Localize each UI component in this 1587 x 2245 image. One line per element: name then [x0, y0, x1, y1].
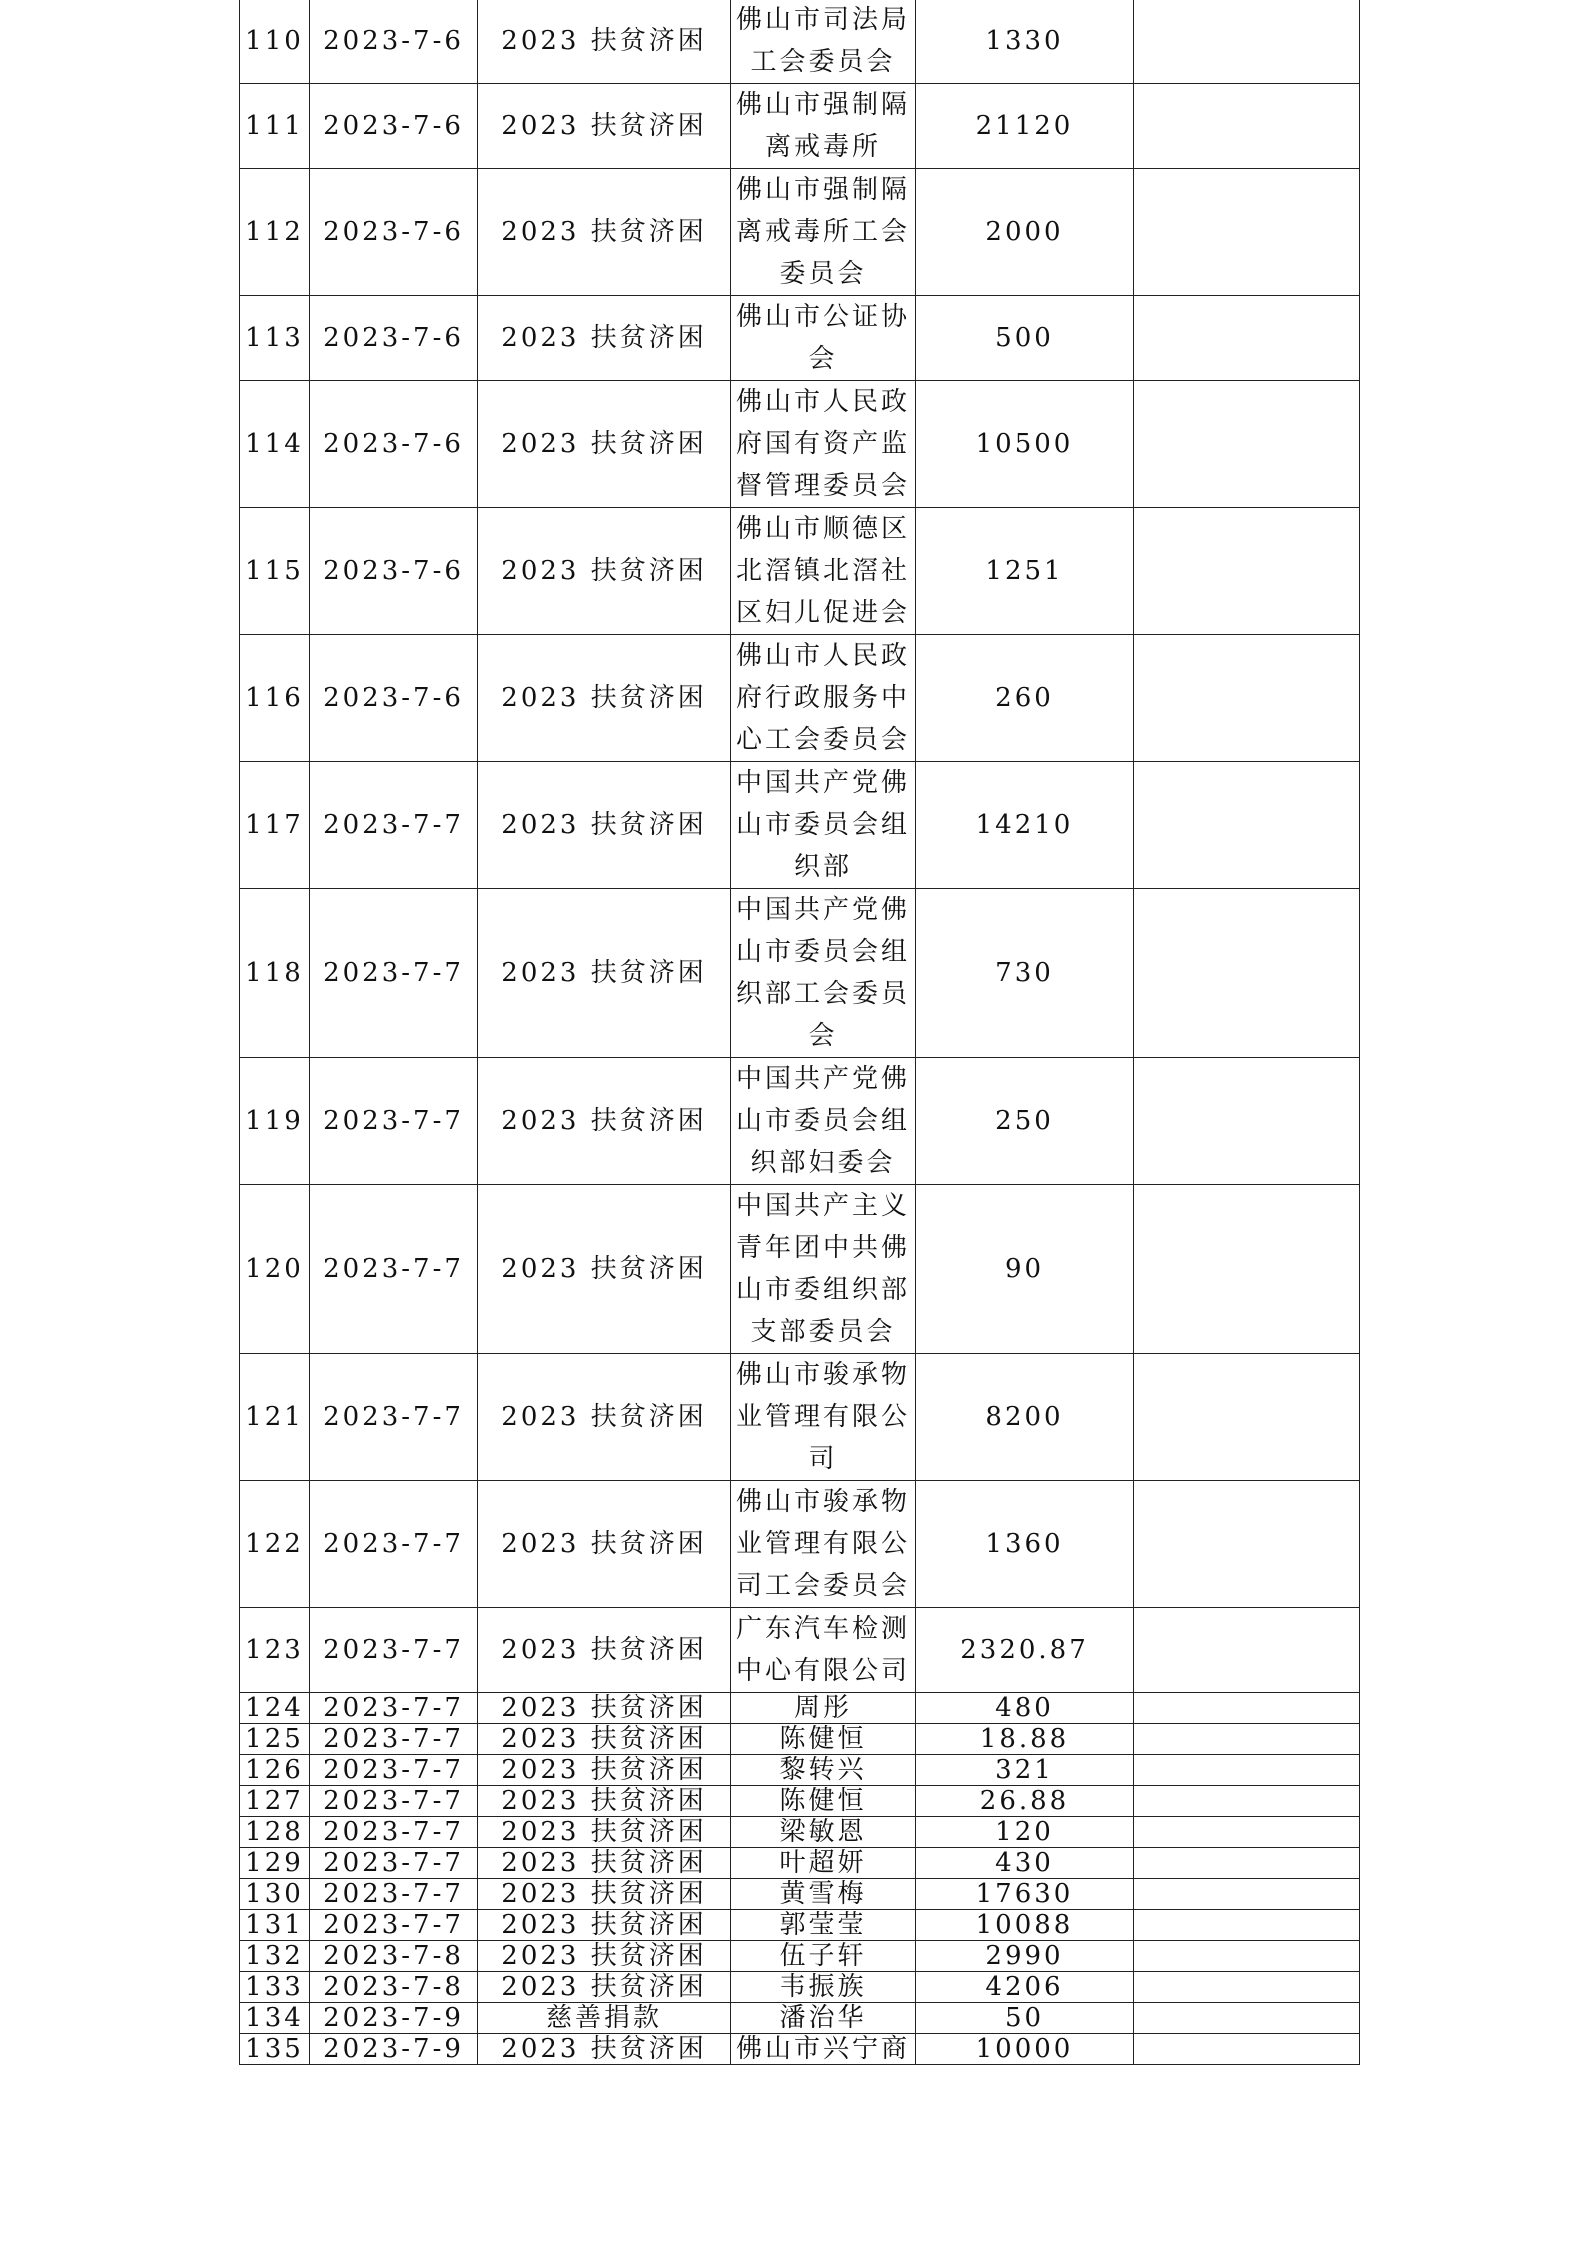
- row-amount: 90: [916, 1185, 1134, 1354]
- row-type: 2023 扶贫济困: [478, 1693, 731, 1724]
- row-date: 2023-7-9: [310, 2003, 478, 2034]
- donation-table: [239, 0, 1360, 2065]
- row-date: 2023-7-7: [310, 889, 478, 1058]
- table-row: [240, 1879, 1360, 1910]
- row-donor: 佛山市人民政府国有资产监督管理委员会: [731, 381, 916, 508]
- row-donor: 佛山市公证协会: [731, 296, 916, 381]
- table-row: [240, 2034, 1360, 2065]
- row-note: [1134, 1354, 1360, 1481]
- row-number: 131: [240, 1910, 310, 1941]
- row-number: 122: [240, 1481, 310, 1608]
- row-donor: 佛山市强制隔离戒毒所: [731, 84, 916, 169]
- row-type: 2023 扶贫济困: [478, 296, 731, 381]
- row-amount: 260: [916, 635, 1134, 762]
- row-note: [1134, 381, 1360, 508]
- row-date: 2023-7-7: [310, 1608, 478, 1693]
- row-amount: 480: [916, 1693, 1134, 1724]
- row-note: [1134, 1693, 1360, 1724]
- table-row: [240, 1481, 1360, 1608]
- row-note: [1134, 1817, 1360, 1848]
- row-amount: 2320.87: [916, 1608, 1134, 1693]
- row-donor: 叶超妍: [731, 1848, 916, 1879]
- row-number: 135: [240, 2034, 310, 2065]
- table-row: [240, 1354, 1360, 1481]
- row-amount: 430: [916, 1848, 1134, 1879]
- row-amount: 2000: [916, 169, 1134, 296]
- row-note: [1134, 84, 1360, 169]
- row-donor: 韦振族: [731, 1972, 916, 2003]
- row-donor: 黎转兴: [731, 1755, 916, 1786]
- row-date: 2023-7-7: [310, 1910, 478, 1941]
- row-date: 2023-7-7: [310, 1879, 478, 1910]
- row-note: [1134, 296, 1360, 381]
- row-date: 2023-7-7: [310, 1755, 478, 1786]
- row-date: 2023-7-7: [310, 1817, 478, 1848]
- row-note: [1134, 1879, 1360, 1910]
- row-note: [1134, 635, 1360, 762]
- row-amount: 21120: [916, 84, 1134, 169]
- row-donor: 中国共产主义青年团中共佛山市委组织部支部委员会: [731, 1185, 916, 1354]
- row-donor: 中国共产党佛山市委员会组织部妇委会: [731, 1058, 916, 1185]
- row-number: 111: [240, 84, 310, 169]
- row-type: 2023 扶贫济困: [478, 1786, 731, 1817]
- row-date: 2023-7-6: [310, 508, 478, 635]
- table-row: [240, 0, 1360, 84]
- row-number: 124: [240, 1693, 310, 1724]
- row-date: 2023-7-7: [310, 1693, 478, 1724]
- row-note: [1134, 1185, 1360, 1354]
- row-amount: 8200: [916, 1354, 1134, 1481]
- row-amount: 4206: [916, 1972, 1134, 2003]
- row-amount: 17630: [916, 1879, 1134, 1910]
- row-date: 2023-7-7: [310, 1185, 478, 1354]
- row-note: [1134, 1755, 1360, 1786]
- table-row: [240, 1693, 1360, 1724]
- row-type: 2023 扶贫济困: [478, 1354, 731, 1481]
- row-note: [1134, 1941, 1360, 1972]
- table-row: [240, 1185, 1360, 1354]
- row-donor: 佛山市兴宁商: [731, 2034, 916, 2065]
- row-number: 114: [240, 381, 310, 508]
- row-number: 121: [240, 1354, 310, 1481]
- row-number: 128: [240, 1817, 310, 1848]
- table-row: [240, 762, 1360, 889]
- row-type: 2023 扶贫济困: [478, 1058, 731, 1185]
- row-type: 2023 扶贫济困: [478, 508, 731, 635]
- row-donor: 广东汽车检测中心有限公司: [731, 1608, 916, 1693]
- row-type: 2023 扶贫济困: [478, 1185, 731, 1354]
- row-note: [1134, 1481, 1360, 1608]
- row-type: 2023 扶贫济困: [478, 762, 731, 889]
- row-number: 126: [240, 1755, 310, 1786]
- row-donor: 佛山市顺德区北滘镇北滘社区妇儿促进会: [731, 508, 916, 635]
- row-donor: 中国共产党佛山市委员会组织部: [731, 762, 916, 889]
- table-row: [240, 1786, 1360, 1817]
- row-number: 127: [240, 1786, 310, 1817]
- row-date: 2023-7-6: [310, 0, 478, 84]
- row-type: 2023 扶贫济困: [478, 169, 731, 296]
- row-number: 112: [240, 169, 310, 296]
- row-amount: 1360: [916, 1481, 1134, 1608]
- table-row: [240, 1755, 1360, 1786]
- row-date: 2023-7-6: [310, 296, 478, 381]
- row-donor: 伍子轩: [731, 1941, 916, 1972]
- table-row: [240, 1817, 1360, 1848]
- row-number: 120: [240, 1185, 310, 1354]
- row-type: 2023 扶贫济困: [478, 1608, 731, 1693]
- row-amount: 26.88: [916, 1786, 1134, 1817]
- row-type: 2023 扶贫济困: [478, 1879, 731, 1910]
- row-amount: 10000: [916, 2034, 1134, 2065]
- row-date: 2023-7-6: [310, 84, 478, 169]
- row-number: 110: [240, 0, 310, 84]
- row-donor: 佛山市骏承物业管理有限公司工会委员会: [731, 1481, 916, 1608]
- row-number: 133: [240, 1972, 310, 2003]
- row-date: 2023-7-6: [310, 635, 478, 762]
- row-donor: 梁敏恩: [731, 1817, 916, 1848]
- table-row: [240, 2003, 1360, 2034]
- row-note: [1134, 2034, 1360, 2065]
- row-note: [1134, 508, 1360, 635]
- row-date: 2023-7-6: [310, 169, 478, 296]
- row-note: [1134, 1724, 1360, 1755]
- row-amount: 10088: [916, 1910, 1134, 1941]
- row-date: 2023-7-6: [310, 381, 478, 508]
- row-note: [1134, 1058, 1360, 1185]
- row-note: [1134, 1848, 1360, 1879]
- row-note: [1134, 0, 1360, 84]
- row-number: 125: [240, 1724, 310, 1755]
- table-row: [240, 635, 1360, 762]
- row-note: [1134, 1786, 1360, 1817]
- row-donor: 佛山市人民政府行政服务中心工会委员会: [731, 635, 916, 762]
- row-number: 115: [240, 508, 310, 635]
- row-date: 2023-7-7: [310, 762, 478, 889]
- row-amount: 500: [916, 296, 1134, 381]
- table-row: [240, 296, 1360, 381]
- row-number: 116: [240, 635, 310, 762]
- row-number: 113: [240, 296, 310, 381]
- row-date: 2023-7-7: [310, 1354, 478, 1481]
- row-type: 2023 扶贫济困: [478, 1481, 731, 1608]
- row-number: 117: [240, 762, 310, 889]
- row-note: [1134, 169, 1360, 296]
- row-date: 2023-7-7: [310, 1058, 478, 1185]
- table-row: [240, 1972, 1360, 2003]
- row-number: 129: [240, 1848, 310, 1879]
- row-type: 2023 扶贫济困: [478, 1755, 731, 1786]
- row-amount: 50: [916, 2003, 1134, 2034]
- row-amount: 321: [916, 1755, 1134, 1786]
- table-row: [240, 1608, 1360, 1693]
- table-row: [240, 508, 1360, 635]
- row-number: 118: [240, 889, 310, 1058]
- row-date: 2023-7-7: [310, 1481, 478, 1608]
- row-amount: 10500: [916, 381, 1134, 508]
- row-donor: 陈健恒: [731, 1786, 916, 1817]
- row-number: 132: [240, 1941, 310, 1972]
- row-type: 2023 扶贫济困: [478, 889, 731, 1058]
- table-row: [240, 169, 1360, 296]
- row-amount: 1330: [916, 0, 1134, 84]
- row-amount: 120: [916, 1817, 1134, 1848]
- row-number: 134: [240, 2003, 310, 2034]
- row-type: 2023 扶贫济困: [478, 2034, 731, 2065]
- row-type: 2023 扶贫济困: [478, 1848, 731, 1879]
- row-amount: 1251: [916, 508, 1134, 635]
- row-note: [1134, 762, 1360, 889]
- donation-table-body: [240, 0, 1360, 2065]
- table-row: [240, 1910, 1360, 1941]
- row-note: [1134, 889, 1360, 1058]
- row-amount: 18.88: [916, 1724, 1134, 1755]
- row-number: 130: [240, 1879, 310, 1910]
- row-type: 2023 扶贫济困: [478, 1972, 731, 2003]
- row-note: [1134, 1972, 1360, 2003]
- row-note: [1134, 1608, 1360, 1693]
- row-donor: 郭莹莹: [731, 1910, 916, 1941]
- table-row: [240, 84, 1360, 169]
- row-type: 2023 扶贫济困: [478, 1724, 731, 1755]
- row-type: 2023 扶贫济困: [478, 635, 731, 762]
- row-amount: 14210: [916, 762, 1134, 889]
- row-type: 2023 扶贫济困: [478, 381, 731, 508]
- row-note: [1134, 2003, 1360, 2034]
- row-type: 2023 扶贫济困: [478, 1910, 731, 1941]
- row-donor: 佛山市强制隔离戒毒所工会委员会: [731, 169, 916, 296]
- table-row: [240, 1058, 1360, 1185]
- row-type: 2023 扶贫济困: [478, 1941, 731, 1972]
- table-row: [240, 1941, 1360, 1972]
- row-donor: 周彤: [731, 1693, 916, 1724]
- row-type: 2023 扶贫济困: [478, 84, 731, 169]
- row-date: 2023-7-7: [310, 1848, 478, 1879]
- row-number: 119: [240, 1058, 310, 1185]
- row-amount: 2990: [916, 1941, 1134, 1972]
- row-note: [1134, 1910, 1360, 1941]
- row-donor: 佛山市司法局工会委员会: [731, 0, 916, 84]
- row-type: 2023 扶贫济困: [478, 1817, 731, 1848]
- row-type: 慈善捐款: [478, 2003, 731, 2034]
- row-number: 123: [240, 1608, 310, 1693]
- row-date: 2023-7-8: [310, 1972, 478, 2003]
- row-type: 2023 扶贫济困: [478, 0, 731, 84]
- table-row: [240, 889, 1360, 1058]
- row-donor: 黄雪梅: [731, 1879, 916, 1910]
- row-donor: 潘治华: [731, 2003, 916, 2034]
- row-amount: 250: [916, 1058, 1134, 1185]
- table-row: [240, 1724, 1360, 1755]
- table-row: [240, 1848, 1360, 1879]
- row-date: 2023-7-7: [310, 1724, 478, 1755]
- row-donor: 陈健恒: [731, 1724, 916, 1755]
- row-date: 2023-7-9: [310, 2034, 478, 2065]
- row-date: 2023-7-7: [310, 1786, 478, 1817]
- row-donor: 佛山市骏承物业管理有限公司: [731, 1354, 916, 1481]
- row-date: 2023-7-8: [310, 1941, 478, 1972]
- row-donor: 中国共产党佛山市委员会组织部工会委员会: [731, 889, 916, 1058]
- table-row: [240, 381, 1360, 508]
- row-amount: 730: [916, 889, 1134, 1058]
